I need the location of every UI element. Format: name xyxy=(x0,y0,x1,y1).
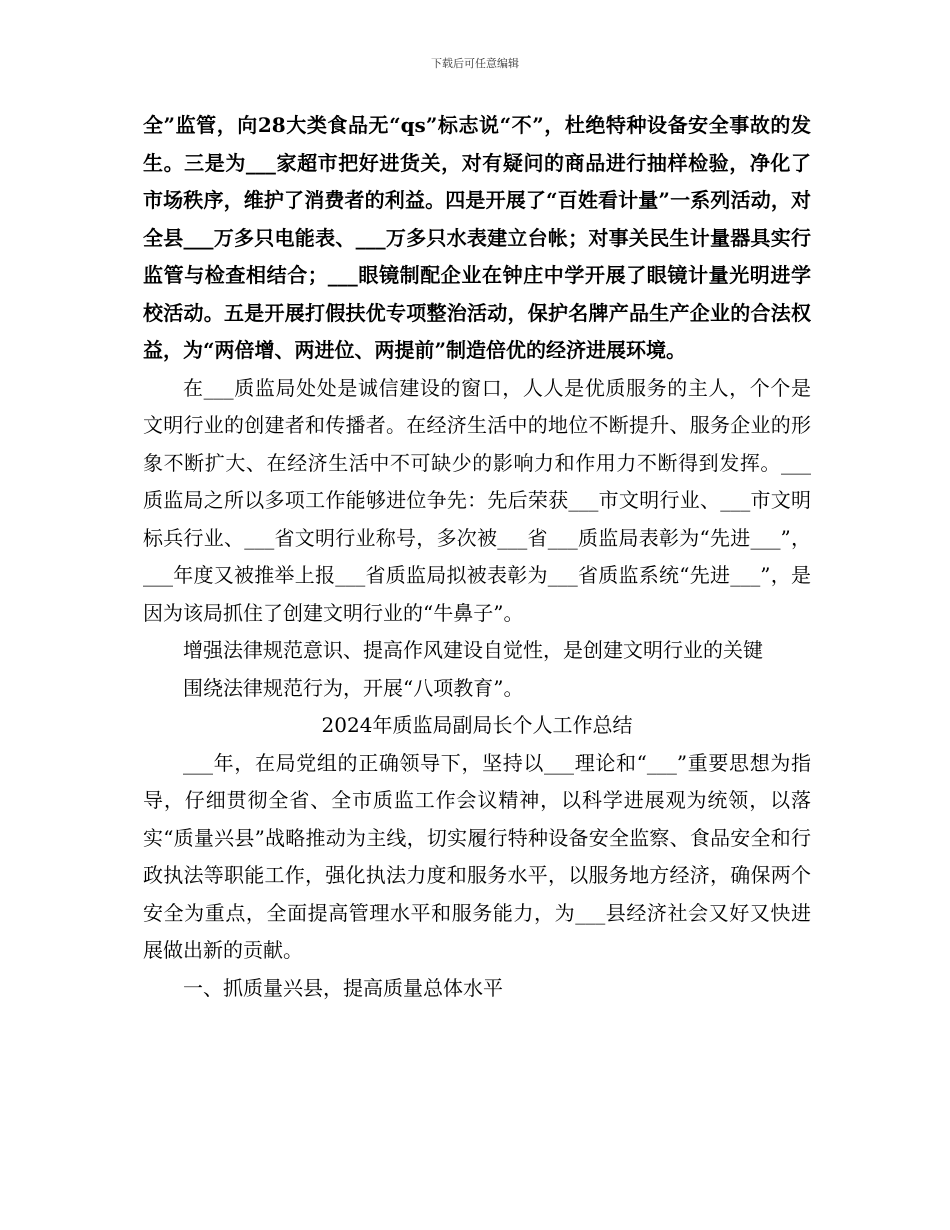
paragraph-law-awareness: 增强法律规范意识、提高作风建设自觉性，是创建文明行业的关键 xyxy=(183,638,763,662)
paragraph-quality-work-continued: 全”监管，向28大类食品无“qs”标志说“不”，杜绝特种设备安全事故的发生。三是为___家超市把好进货关，对有疑问的商品进行抽样检验，净化了市场秩序，维护了消费者的利益。四是开展了“百姓看计量”一系列活动，对全县___万多只电能表、___万多只水表建立台帐；对事关民生计量器具实行监管与检查相结合；___眼镜制配企业在钟庄中学开展了眼镜计量光明进学校活动。五是开展打假扶优专项整治活动，保护名牌产品生产企业的合法权益，为“两倍增、两进位、两提前”制造倍优的经济进展环境。 xyxy=(143,113,811,362)
document-body xyxy=(143,107,811,1007)
paragraph-integrity-window: 在___质监局处处是诚信建设的窗口，人人是优质服务的主人，个个是文明行业的创建者和传播者。在经济生活中的地位不断提升、服务企业的形象不断扩大、在经济生活中不可缺少的影响力和作用力不断得到发挥。___质监局之所以多项工作能够进位争先：先后荣获___市文明行业、___市文明标兵行业、___省文明行业称号，多次被___省___质监局表彰为“先进___”，___年度又被推举上报___省质监局拟被表彰为___省质监系统“先进___”，是因为该局抓住了创建文明行业的“牛鼻子”。 xyxy=(143,375,811,625)
paragraph-eight-education: 围绕法律规范行为，开展“八项教育”。 xyxy=(183,675,524,700)
page-header: 下载后可任意编辑 xyxy=(431,57,519,70)
section-title: 2024年质监局副局长个人工作总结 xyxy=(321,713,633,737)
paragraph-summary-intro: ___年，在局党组的正确领导下，坚持以___理论和“___”重要思想为指导，仔细贯彻全省、全市质监工作会议精神，以科学进展观为统领，以落实“质量兴县”战略推动为主线，切实履行特种设备安全监察、食品安全和行政执法等职能工作，强化执法力度和服务水平，以服务地方经济，确保两个安全为重点，全面提高管理水平和服务能力，为___县经济社会又好又快进展做出新的贡献。 xyxy=(143,750,811,962)
section-heading-one: 一、抓质量兴县，提高质量总体水平 xyxy=(183,975,503,1000)
